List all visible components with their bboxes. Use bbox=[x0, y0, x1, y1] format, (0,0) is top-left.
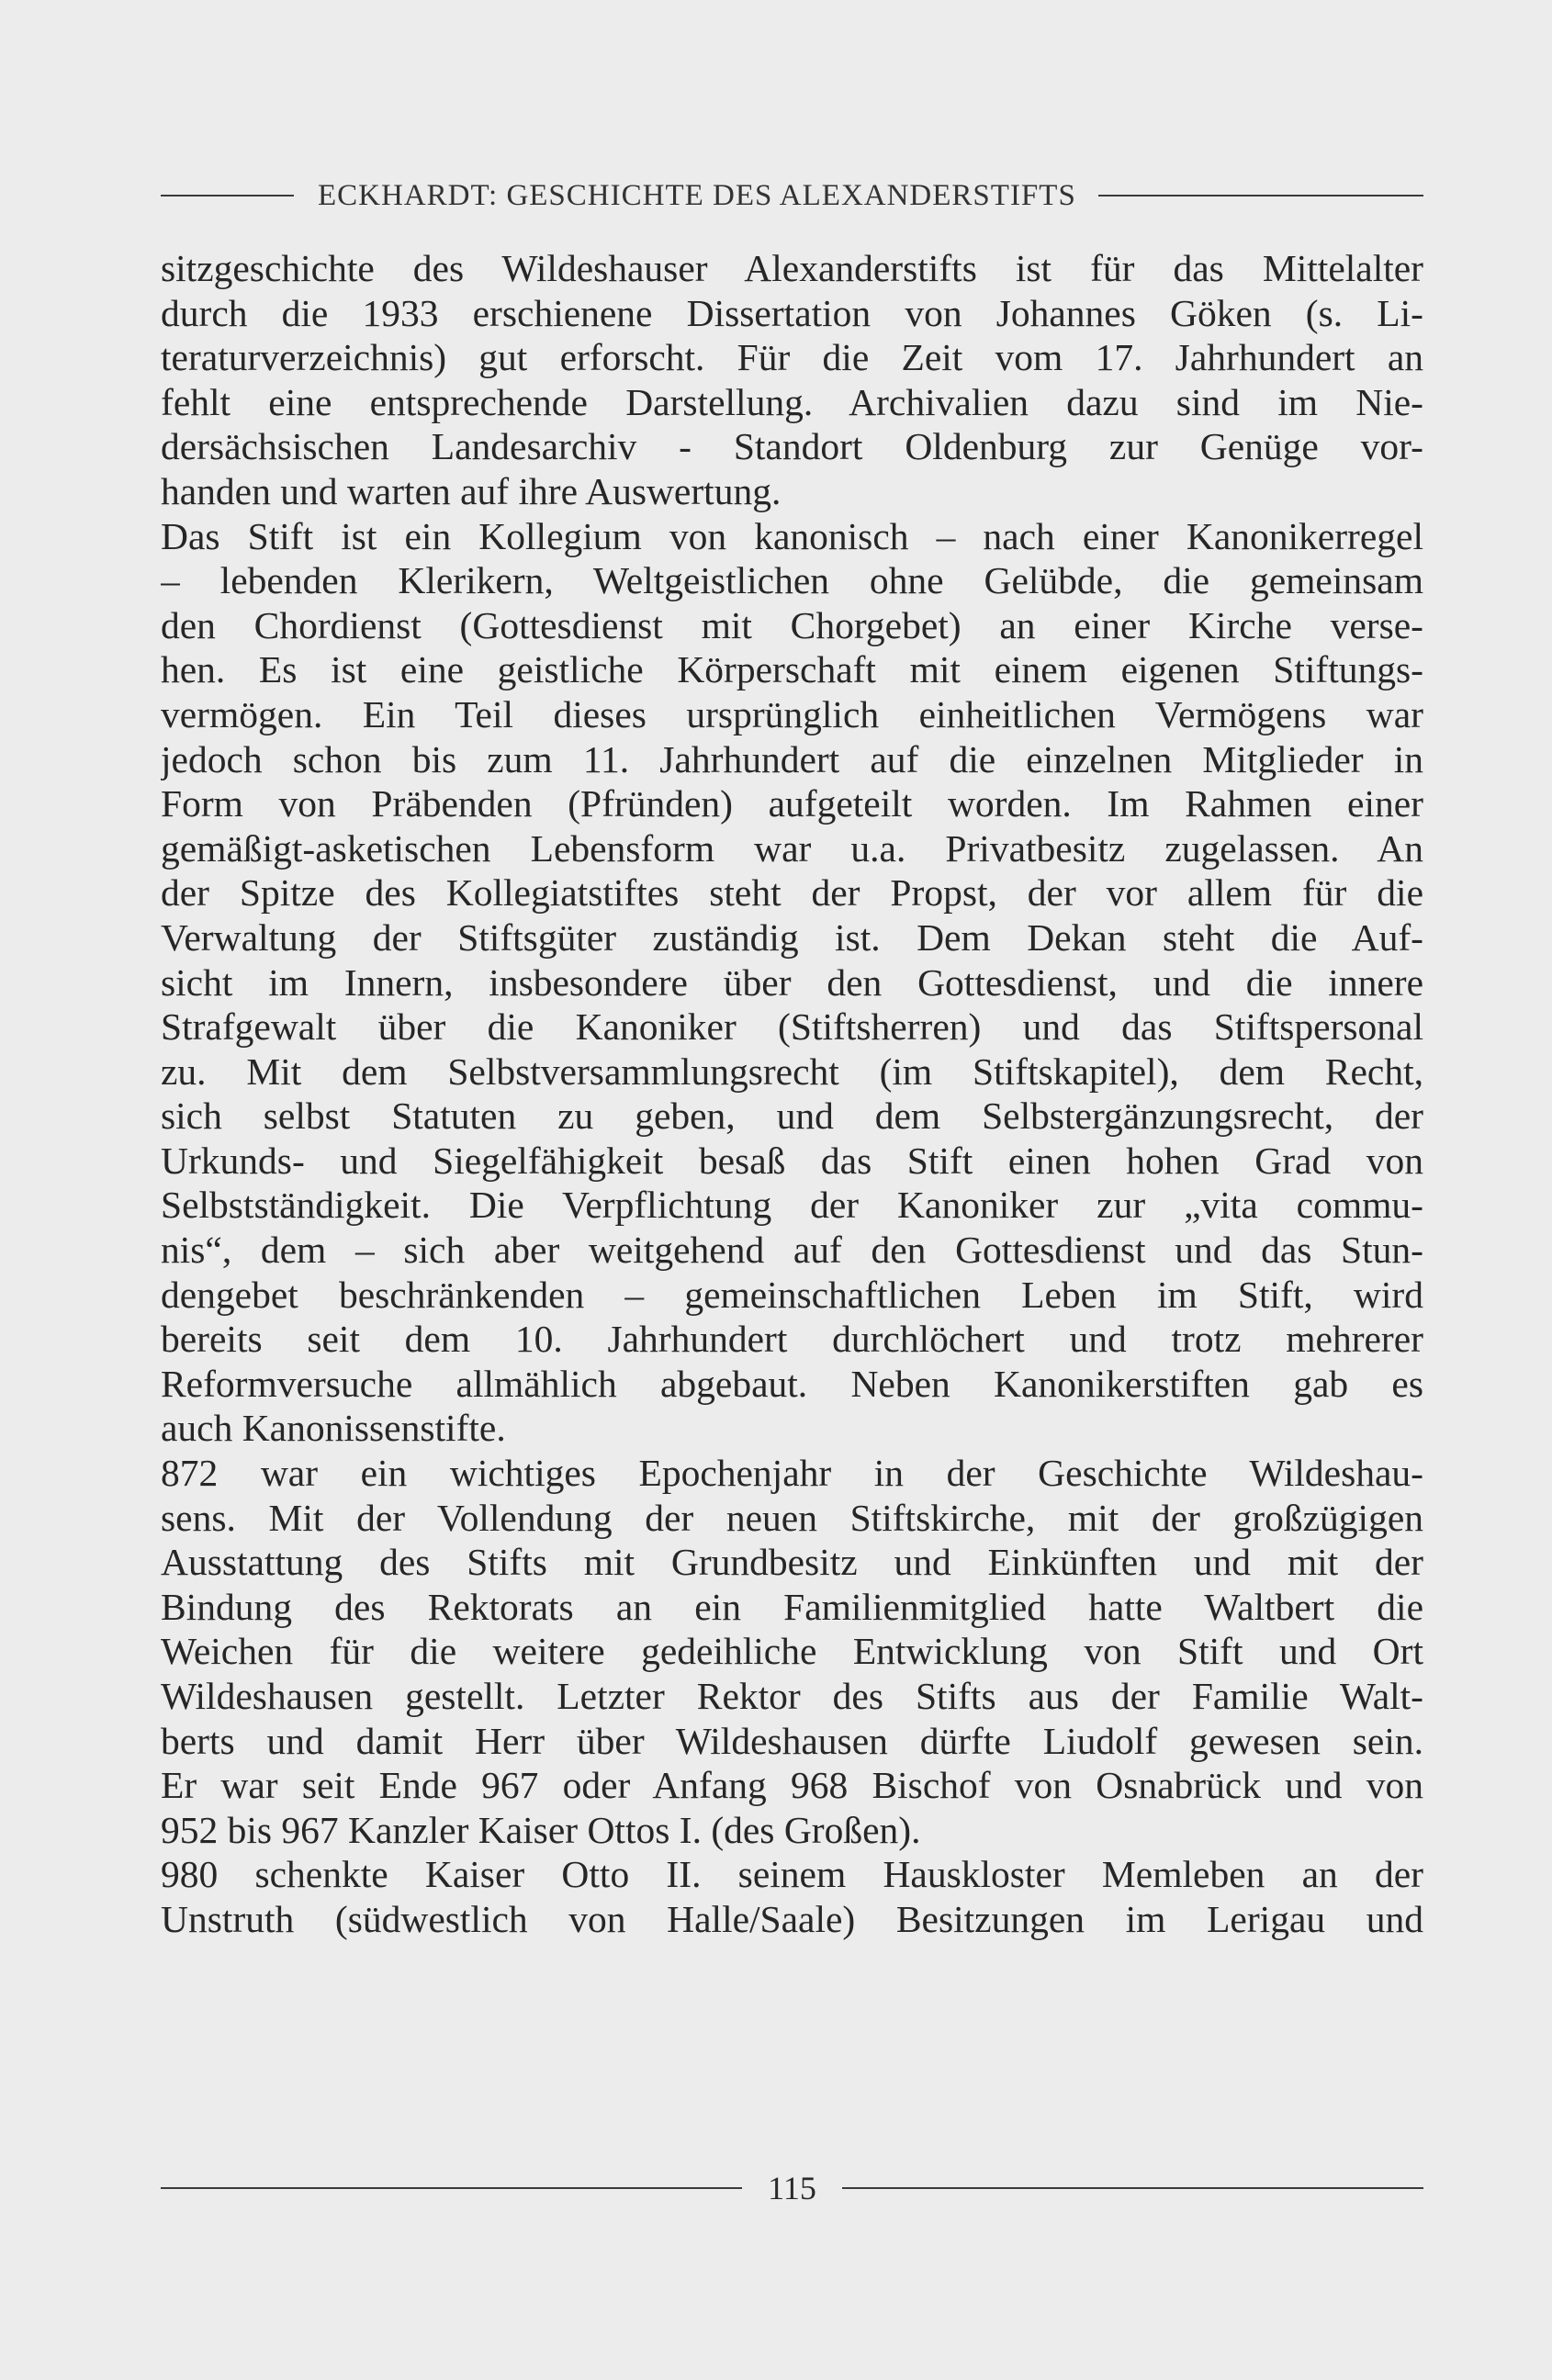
text-line: Ausstattung des Stifts mit Grundbesitz und Einkünften und mit der bbox=[161, 1541, 1423, 1584]
text-line: 952 bis 967 Kanzler Kaiser Ottos I. (des Großen). bbox=[161, 1808, 921, 1851]
text-line: sicht im Innern, insbesondere über den Gottesdienst, und die innere bbox=[161, 960, 1423, 1004]
text-line: Selbstständigkeit. Die Verpflichtung der Kanoniker zur „vita commu- bbox=[161, 1184, 1423, 1227]
text-line: zu. Mit dem Selbstversammlungsrecht (im Stiftskapitel), dem Recht, bbox=[161, 1050, 1423, 1093]
text-line: auch Kanonissenstifte. bbox=[161, 1407, 506, 1450]
text-line: den Chordienst (Gottesdienst mit Chorgebet) an einer Kirche verse- bbox=[161, 603, 1423, 646]
text-line: Wildeshausen gestellt. Letzter Rektor des Stifts aus der Familie Walt- bbox=[161, 1675, 1423, 1717]
text-line: Weichen für die weitere gedeihliche Entwicklung von Stift und Ort bbox=[161, 1630, 1423, 1673]
text-line: Das Stift ist ein Kollegium von kanonisch – nach einer Kanonikerregel bbox=[161, 514, 1423, 557]
text-line: Bindung des Rektorats an ein Familienmitglied hatte Waltbert die bbox=[161, 1585, 1423, 1628]
text-line: fehlt eine entsprechende Darstellung. Archivalien dazu sind im Nie- bbox=[161, 380, 1423, 423]
text-line: 980 schenkte Kaiser Otto II. seinem Hauskloster Memleben an der bbox=[161, 1853, 1423, 1896]
text-line: gemäßigt-asketischen Lebensform war u.a. Privatbesitz zugelassen. An bbox=[161, 826, 1423, 870]
text-line: hen. Es ist eine geistliche Körperschaft mit einem eigenen Stiftungs- bbox=[161, 648, 1423, 691]
text-line: jedoch schon bis zum 11. Jahrhundert auf die einzelnen Mitglieder in bbox=[161, 737, 1423, 780]
text-line: berts und damit Herr über Wildeshausen dürfte Liudolf gewesen sein. bbox=[161, 1719, 1423, 1762]
text-line: dersächsischen Landesarchiv - Standort Oldenburg zur Genüge vor- bbox=[161, 425, 1423, 468]
text-line: Urkunds- und Siegelfähigkeit besaß das Stift einen hohen Grad von bbox=[161, 1139, 1423, 1182]
text-line: Verwaltung der Stiftsgüter zuständig ist. Dem Dekan steht die Auf- bbox=[161, 915, 1423, 959]
text-line: Strafgewalt über die Kanoniker (Stiftsherren) und das Stiftspersonal bbox=[161, 1005, 1423, 1049]
text-line: durch die 1933 erschienene Dissertation von Johannes Göken (s. Li- bbox=[161, 291, 1423, 334]
text-line: dengebet beschränkenden – gemeinschaftlichen Leben im Stift, wird bbox=[161, 1273, 1423, 1316]
text-line: sich selbst Statuten zu geben, und dem Selbstergänzungsrecht, der bbox=[161, 1095, 1423, 1138]
text-line: der Spitze des Kollegiatstiftes steht der Propst, der vor allem für die bbox=[161, 871, 1423, 915]
footer-rule-right bbox=[842, 2187, 1423, 2189]
text-line: 872 war ein wichtiges Epochenjahr in der Geschichte Wildeshau- bbox=[161, 1452, 1423, 1495]
text-line: Form von Präbenden (Pfründen) aufgeteilt worden. Im Rahmen einer bbox=[161, 782, 1423, 825]
body-text bbox=[161, 246, 1423, 1942]
text-line: Reformversuche allmählich abgebaut. Neben Kanonikerstiften gab es bbox=[161, 1362, 1423, 1405]
running-title: ECKHARDT: GESCHICHTE DES ALEXANDERSTIFTS bbox=[318, 178, 1076, 212]
text-line: bereits seit dem 10. Jahrhundert durchlöchert und trotz mehrerer bbox=[161, 1318, 1423, 1361]
text-line: vermögen. Ein Teil dieses ursprünglich einheitlichen Vermögens war bbox=[161, 692, 1423, 735]
footer-rule-left bbox=[161, 2187, 742, 2189]
running-head-rule-right bbox=[1098, 195, 1423, 196]
text-line: sitzgeschichte des Wildeshauser Alexanderstifts ist für das Mittelalter bbox=[161, 247, 1423, 289]
text-line: – lebenden Klerikern, Weltgeistlichen ohne Gelübde, die gemeinsam bbox=[161, 559, 1423, 602]
text-line: Er war seit Ende 967 oder Anfang 968 Bischof von Osnabrück und von bbox=[161, 1764, 1423, 1807]
text-line: Unstruth (südwestlich von Halle/Saale) Besitzungen im Lerigau und bbox=[161, 1897, 1423, 1940]
text-line: teraturverzeichnis) gut erforscht. Für die Zeit vom 17. Jahrhundert an bbox=[161, 336, 1423, 379]
page-footer bbox=[161, 2165, 1423, 2211]
text-line: nis“, dem – sich aber weitgehend auf den Gottesdienst und das Stun- bbox=[161, 1229, 1423, 1272]
running-head-rule-left bbox=[161, 195, 294, 196]
text-line: sens. Mit der Vollendung der neuen Stiftskirche, mit der großzügigen bbox=[161, 1496, 1423, 1539]
page-number: 115 bbox=[768, 2170, 816, 2206]
running-head bbox=[161, 173, 1423, 219]
text-line: handen und warten auf ihre Auswertung. bbox=[161, 469, 782, 512]
